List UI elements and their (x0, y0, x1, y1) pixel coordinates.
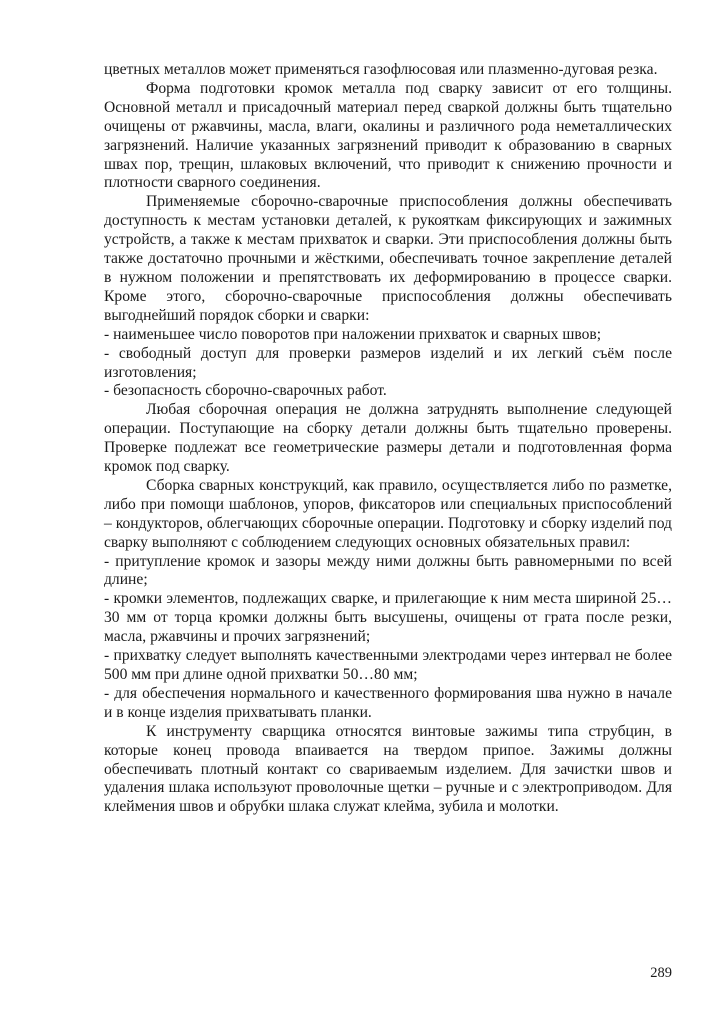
paragraph: Форма подготовки кромок металла под сварку зависит от его толщины. Основной металл и присадочный материал перед сваркой должны быть тщательно очищены от ржавчины, масла, влаги, окалины и различного рода неметаллических загрязнений. Наличие указанных загрязнений приводит к образованию в сварных швах пор, трещин, шлаковых включений, что приводит к снижению прочности и плотности сварного соединения. (104, 79, 672, 192)
list-item: - безопасность сборочно-сварочных работ. (104, 382, 387, 400)
list-item: - для обеспечения нормального и качественного формирования шва нужно в начале и в конце изделия прихватывать планки. (104, 684, 672, 721)
list-item: - кромки элементов, подлежащих сварке, и прилегающие к ним места шириной 25…30 мм от торца кромки должны быть высушены, очищены от грата после резки, масла, ржавчины и прочих загрязнений; (104, 590, 672, 646)
list-item: - притупление кромок и зазоры между ними должны быть равномерными по всей длине; (104, 552, 672, 589)
paragraph: цветных металлов может применяться газофлюсовая или плазменно-дуговая резка. (104, 61, 658, 78)
page-body (104, 61, 672, 817)
paragraph: Применяемые сборочно-сварочные приспособления должны обеспечивать доступность к местам установки деталей, к рукояткам фиксирующих и зажимных устройств, а также к местам прихваток и сварки. Эти приспособления должны быть также достаточно прочными и жёсткими, обеспечивать точное закрепление деталей в нужном положении и препятствовать их деформированию в процессе сварки. Кроме этого, сборочно-сварочные приспособления должны обеспечивать выгоднейший порядок сборки и сварки: (104, 193, 672, 324)
list-item: - свободный доступ для проверки размеров изделий и их легкий съём после изготовления; (104, 344, 672, 381)
paragraph: К инструменту сварщика относятся винтовые зажимы типа струбцин, в которые конец провода впаивается на твердом припое. Зажимы должны обеспечивать плотный контакт со свариваемым изделием. Для зачистки швов и удаления шлака используют проволочные щетки – ручные и с электроприводом. Для клеймения швов и обрубки шлака служат клейма, зубила и молотки. (104, 722, 672, 816)
paragraph: Сборка сварных конструкций, как правило, осуществляется либо по разметке, либо при помощи шаблонов, упоров, фиксаторов или специальных приспособлений – кондукторов, облегчающих сборочные операции. Подготовку и сборку изделий под сварку выполняют с соблюдением следующих основных обязательных правил: (104, 476, 672, 551)
page-number: 289 (650, 965, 672, 981)
list-item: - наименьшее число поворотов при наложении прихваток и сварных швов; (104, 325, 602, 343)
paragraph: Любая сборочная операция не должна затруднять выполнение следующей операции. Поступающие на сборку детали должны быть тщательно проверены. Проверке подлежат все геометрические размеры детали и подготовленная форма кромок под сварку. (104, 401, 672, 476)
list-item: - прихватку следует выполнять качественными электродами через интервал не более 500 мм при длине одной прихватки 50…80 мм; (104, 647, 672, 683)
